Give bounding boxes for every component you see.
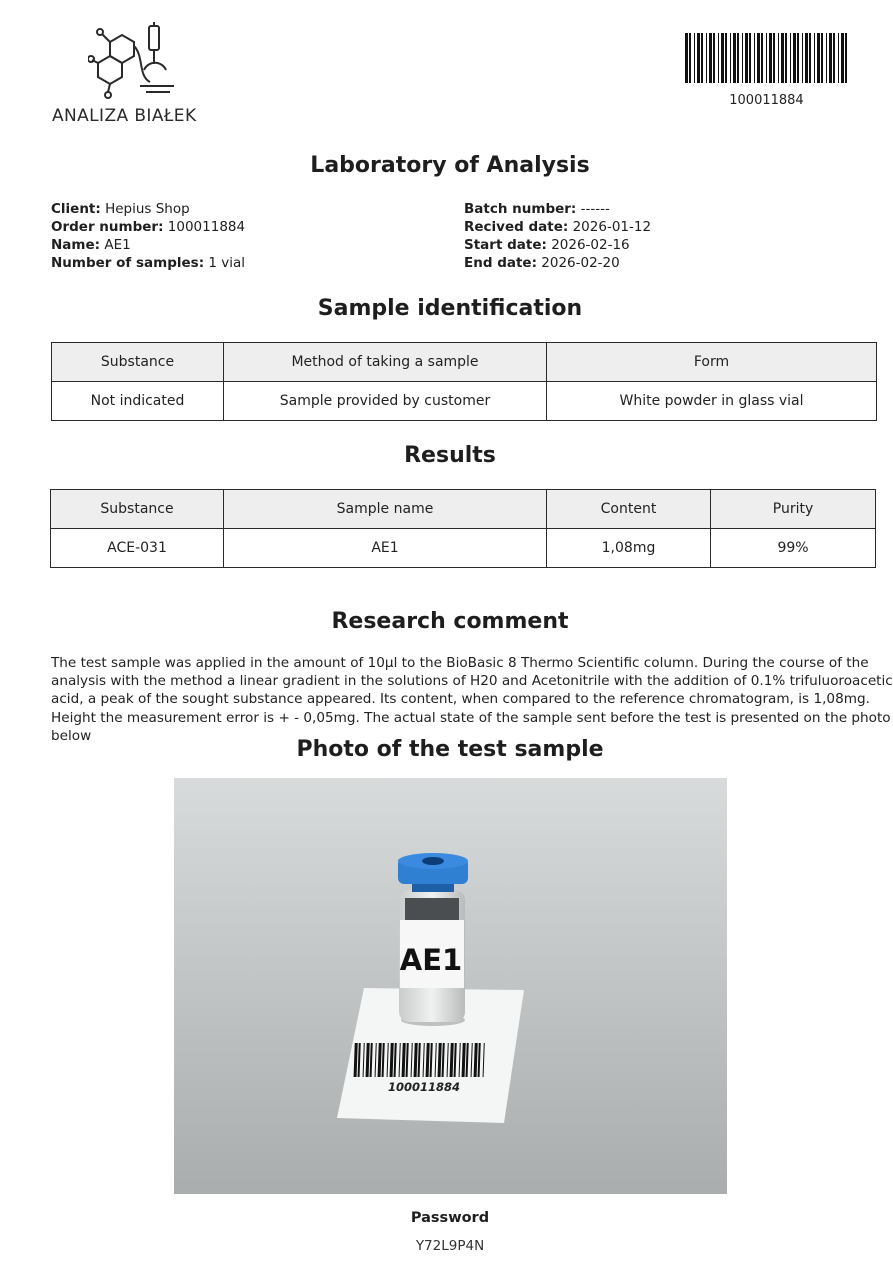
page-title: Laboratory of Analysis: [310, 153, 590, 178]
name-value: AE1: [104, 237, 131, 253]
name-row: [51, 236, 245, 254]
received-row: [464, 218, 651, 236]
barcode-number: 100011884: [729, 93, 804, 108]
lab-logo-icon: [88, 20, 178, 100]
received-label: Recived date:: [464, 219, 569, 235]
results-heading: Results: [404, 443, 496, 468]
name-label: Name:: [51, 237, 101, 253]
batch-row: [464, 200, 651, 218]
table-cell: 99%: [711, 529, 876, 568]
photo-heading: Photo of the test sample: [296, 737, 604, 762]
table-row: [51, 529, 876, 568]
password-label: Password: [410, 1210, 490, 1226]
table-cell: Not indicated: [52, 382, 224, 421]
samples-label: Number of samples:: [51, 255, 205, 271]
client-value: Hepius Shop: [105, 201, 190, 217]
table-row: [52, 382, 877, 421]
samples-row: [51, 254, 245, 272]
batch-label: Batch number:: [464, 201, 577, 217]
table-cell: White powder in glass vial: [547, 382, 877, 421]
table-cell: 1,08mg: [547, 529, 711, 568]
vial-label-text: AE1: [399, 943, 463, 977]
sample-identification-table: [51, 342, 877, 421]
table-header-cell: Method of taking a sample: [224, 343, 547, 382]
client-row: [51, 200, 245, 218]
table-cell: ACE-031: [51, 529, 224, 568]
order-row: [51, 218, 245, 236]
research-comment-text: The test sample was applied in the amount of 10µl to the BioBasic 8 Thermo Scientific column. During the course of the analysis with the method a linear gradient in the solutions of H20 and Acetonitrile with the addition of 0.1% trifuluoroacetic acid, a peak of the sought substance appeared. Its content, when compared to the reference chromatogram, is 1,08mg. Height the measurement error is + - 0,05mg. The actual state of the sample sent before the test is presented on the photo below: [51, 655, 893, 744]
table-header-cell: Sample name: [224, 490, 547, 529]
end-value: 2026-02-20: [541, 255, 620, 271]
samples-value: 1 vial: [208, 255, 246, 271]
logo-text: ANALIZA BIAŁEK: [52, 106, 197, 126]
order-value: 100011884: [167, 219, 246, 235]
sample-photo: [174, 778, 727, 1194]
table-header-cell: Form: [547, 343, 877, 382]
table-header-cell: Substance: [52, 343, 224, 382]
sample-identification-heading: Sample identification: [317, 296, 583, 321]
table-header-cell: Purity: [711, 490, 876, 529]
results-table: [50, 489, 876, 568]
order-info-right: [464, 200, 651, 272]
order-label: Order number:: [51, 219, 164, 235]
start-label: Start date:: [464, 237, 547, 253]
vial: [398, 853, 468, 1026]
table-cell: Sample provided by customer: [224, 382, 547, 421]
received-value: 2026-01-12: [572, 219, 652, 235]
batch-value: ------: [580, 201, 610, 217]
end-row: [464, 254, 651, 272]
barcode-icon: [685, 33, 848, 83]
table-header-row: [52, 343, 877, 382]
start-row: [464, 236, 651, 254]
start-value: 2026-02-16: [551, 237, 630, 253]
table-header-cell: Substance: [51, 490, 224, 529]
order-info-left: [51, 200, 245, 272]
research-comment-heading: Research comment: [331, 609, 569, 634]
table-cell: AE1: [224, 529, 547, 568]
end-label: End date:: [464, 255, 537, 271]
sticker-number: 100011884: [387, 1080, 461, 1094]
password-value: Y72L9P4N: [415, 1238, 485, 1254]
client-label: Client:: [51, 201, 101, 217]
table-header-cell: Content: [547, 490, 711, 529]
table-header-row: [51, 490, 876, 529]
